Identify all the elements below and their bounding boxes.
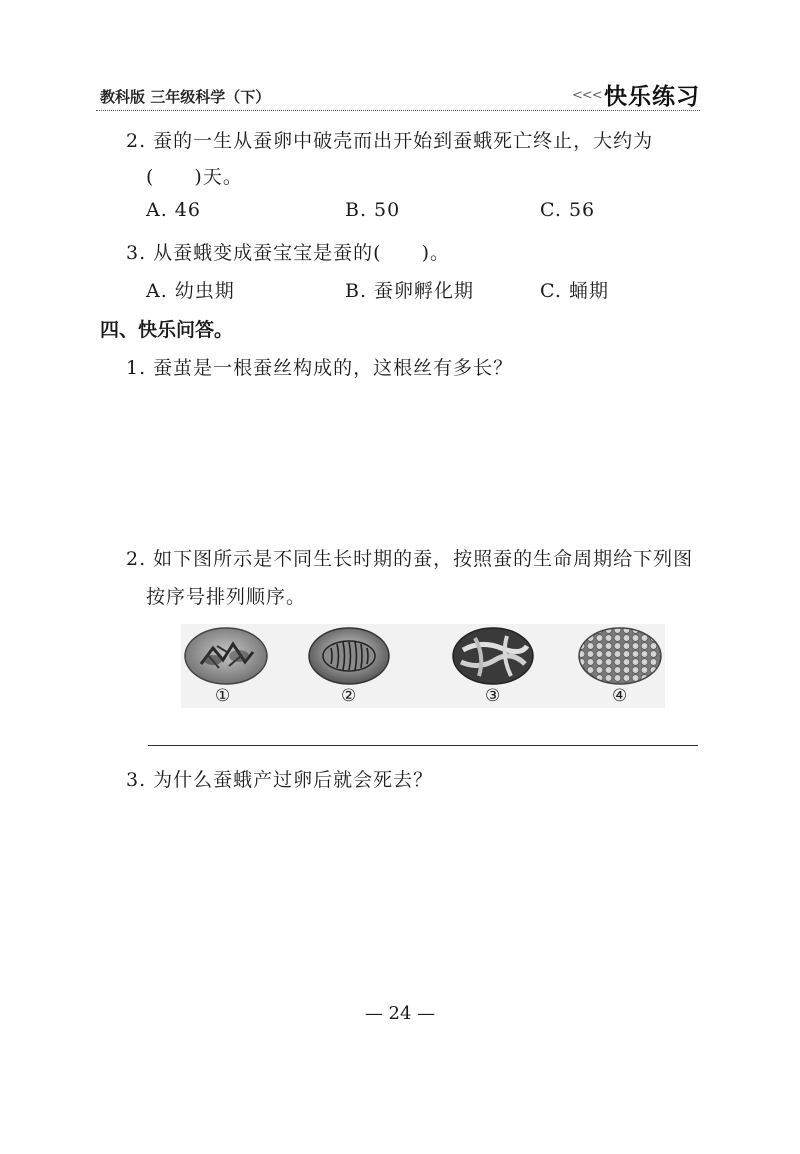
answer-line	[148, 745, 698, 746]
question-2-line1: 2. 蚕的一生从蚕卵中破壳而出开始到蚕蛾死亡终止，大约为	[126, 130, 654, 152]
question-2-option-c: C. 56	[540, 199, 596, 221]
question-3-option-c: C. 蛹期	[540, 280, 609, 302]
silkworm-larvae-image	[451, 626, 535, 686]
header-divider	[96, 110, 700, 111]
image-label-1: ①	[215, 686, 231, 706]
page-number: — 24 —	[364, 1003, 436, 1024]
question-3-stem: 3. 从蚕蛾变成蚕宝宝是蚕的( )。	[126, 242, 450, 264]
section-4-question-2-line2: 按序号排列顺序。	[146, 586, 307, 608]
silkworm-eggs-image	[577, 626, 663, 686]
image-label-4: ④	[612, 686, 628, 706]
silkworm-pupa-image	[307, 626, 391, 686]
section-4-question-3: 3. 为什么蚕蛾产过卵后就会死去？	[126, 769, 434, 791]
section-4-question-2-line1: 2. 如下图所示是不同生长时期的蚕，按照蚕的生命周期给下列图	[126, 548, 694, 570]
question-2-line2: ( )天。	[146, 166, 243, 188]
question-3-option-b: B. 蚕卵孵化期	[345, 280, 475, 302]
silkworm-moth-image	[183, 626, 269, 686]
section-4-title: 四、快乐问答。	[100, 319, 234, 341]
question-3-option-a: A. 幼虫期	[146, 280, 235, 302]
image-label-3: ③	[485, 686, 501, 706]
image-label-2: ②	[341, 686, 357, 706]
question-2-option-b: B. 50	[345, 199, 401, 221]
question-2-option-a: A. 46	[146, 199, 201, 221]
header-arrows: <<<	[572, 88, 602, 103]
book-title: 教科版 三年级科学（下）	[100, 88, 271, 106]
section-banner: 快乐练习	[604, 84, 700, 110]
section-4-question-1: 1. 蚕茧是一根蚕丝构成的，这根丝有多长？	[126, 357, 514, 379]
